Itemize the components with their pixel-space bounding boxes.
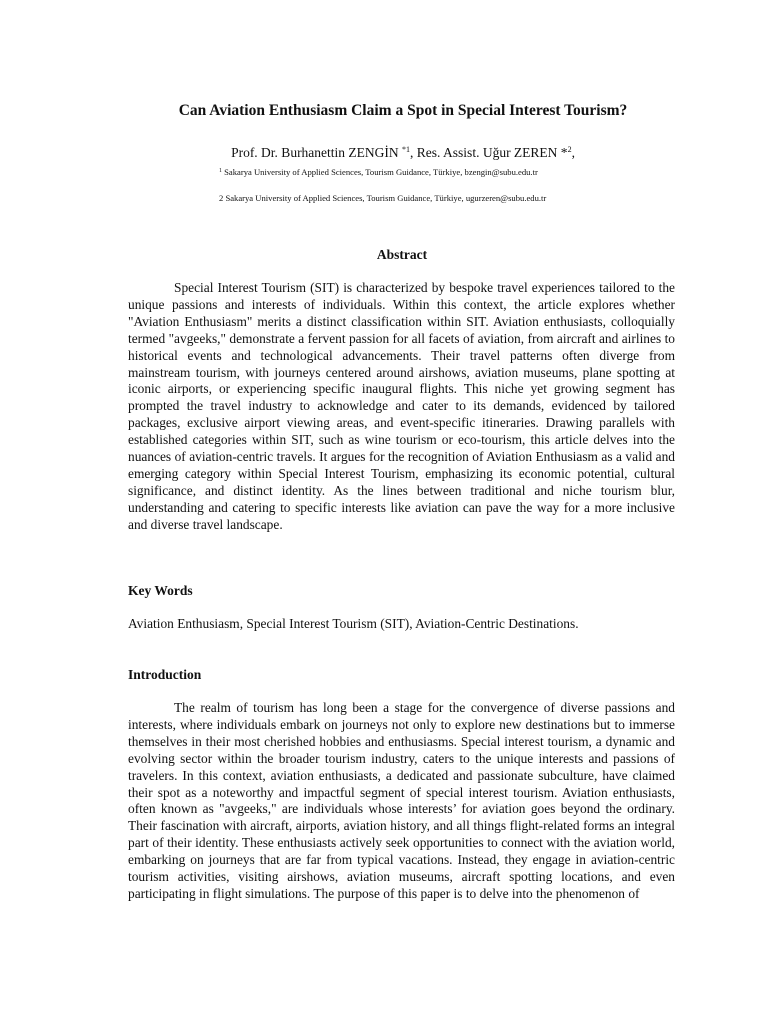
affiliation-1-text: Sakarya University of Applied Sciences, Tourism Guidance, Türkiye, bzengin@subu.edu.tr bbox=[222, 167, 538, 177]
author-1-marker: *1 bbox=[402, 145, 411, 154]
keywords-list: Aviation Enthusiasm, Special Interest Tourism (SIT), Aviation-Centric Destinations. bbox=[128, 616, 579, 631]
author-line bbox=[0, 144, 768, 162]
author-line-end: , bbox=[571, 145, 575, 160]
affiliation-1 bbox=[219, 166, 538, 178]
author-1-name: Prof. Dr. Burhanettin ZENGİN bbox=[231, 145, 403, 160]
affiliation-2: 2 Sakarya University of Applied Sciences, Tourism Guidance, Türkiye, ugurzeren@subu.edu.tr bbox=[219, 193, 547, 203]
introduction-heading: Introduction bbox=[128, 667, 202, 682]
keywords-heading: Key Words bbox=[128, 583, 193, 598]
abstract-body: Special Interest Tourism (SIT) is characterized by bespoke travel experiences tailored to the unique passions and interests of individuals. Within this context, the article explores whether "Aviation Enthusiasm" merits a distinct classification within SIT. Aviation enthusiasts, colloquially termed "avgeeks," demonstrate a fervent passion for all facets of aviation, from aircraft and airlines to historical events and technological advancements. Their travel patterns often diverge from mainstream tourism, with journeys centered around airshows, aviation museums, plane spotting at iconic airports, or experiencing specific inaugural flights. This niche yet growing segment has prompted the travel industry to acknowledge and cater to its demands, evidenced by tailored packages, exclusive airport viewing areas, and event-specific itineraries. Drawing parallels with established categories within SIT, such as wine tourism or eco-tourism, this article delves into the nuances of aviation-centric travels. It argues for the recognition of Aviation Enthusiasm as a valid and emerging category within Special Interest Tourism, emphasizing its economic potential, cultural significance, and distinct identity. As the lines between traditional and niche tourism blur, understanding and catering to specific interests like aviation can pave the way for a more inclusive and diverse travel landscape. bbox=[128, 280, 675, 532]
affiliation-1-marker: 1 bbox=[219, 168, 222, 174]
author-2-name: , Res. Assist. Uğur ZEREN * bbox=[410, 145, 568, 160]
introduction-body: The realm of tourism has long been a stage for the convergence of diverse passions and interests, where individuals embark on journeys not only to explore new destinations but to immerse themselves in their most cherished hobbies and enthusiasms. Special interest tourism, a dynamic and evolving sector within the broader tourism industry, caters to the unique interests and passions of travelers. In this context, aviation enthusiasts, a dedicated and passionate subculture, have claimed their spot as a noteworthy and impactful segment of special interest tourism. Aviation enthusiasts, often known as "avgeeks," are individuals whose interests’ for aviation goes beyond the ordinary. Their fascination with aircraft, airports, aviation history, and all things flight-related forms an integral part of their identity. These enthusiasts actively seek opportunities to connect with the aviation world, embarking on journeys that are far from typical vacations. Instead, they engage in aviation-centric tourism activities, visiting airshows, aviation museums, aircraft spotting locations, and even participating in flight simulations. The purpose of this paper is to delve into the phenomenon of bbox=[128, 700, 675, 901]
abstract-heading: Abstract bbox=[376, 247, 428, 262]
paper-title: Can Aviation Enthusiasm Claim a Spot in Special Interest Tourism? bbox=[178, 102, 628, 119]
author-2-marker: 2 bbox=[567, 145, 572, 154]
